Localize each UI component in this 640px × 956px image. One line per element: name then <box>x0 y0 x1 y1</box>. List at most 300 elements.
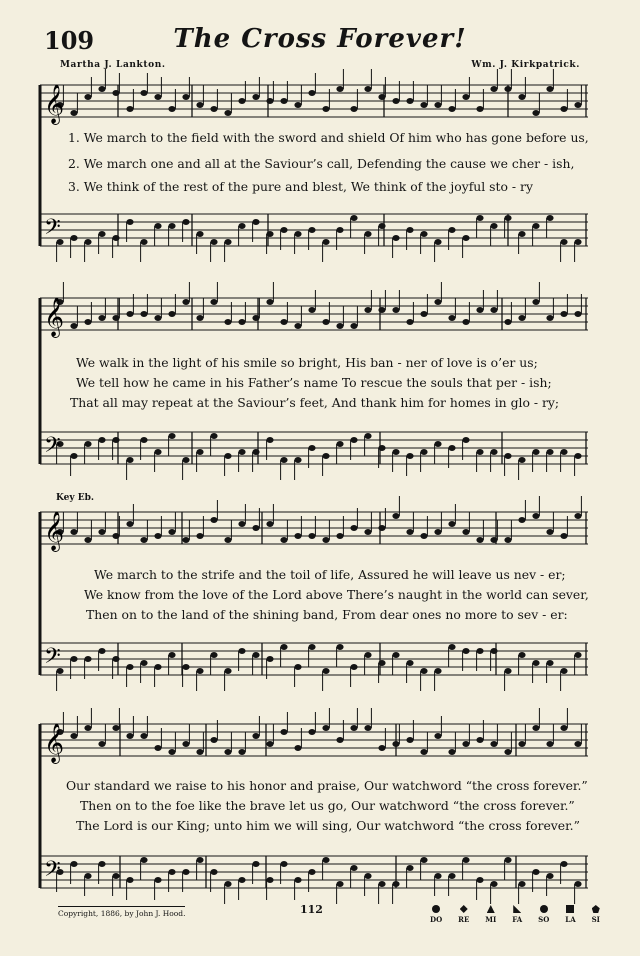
note-head <box>112 315 119 321</box>
note-head <box>168 106 175 112</box>
note-head <box>448 644 455 650</box>
note-head <box>112 437 119 443</box>
note-head <box>98 861 105 867</box>
note-head <box>406 227 413 233</box>
note-head <box>210 517 217 523</box>
bass-clef: 𝄢 <box>44 433 61 463</box>
note-head <box>322 857 329 863</box>
note-head <box>490 86 497 92</box>
note-head <box>364 231 371 237</box>
note-head <box>518 741 525 747</box>
note-head <box>140 239 147 245</box>
note-head <box>84 94 91 100</box>
note-head <box>420 668 427 674</box>
note-head <box>350 106 357 112</box>
note-head <box>126 664 133 670</box>
note-head <box>350 437 357 443</box>
note-head <box>266 299 273 305</box>
note-head <box>210 652 217 658</box>
composer-credit: Wm. J. Kirkpatrick. <box>471 60 580 70</box>
note-head <box>140 733 147 739</box>
note-head <box>112 725 119 731</box>
note-head <box>420 102 427 108</box>
note-head <box>182 299 189 305</box>
note-head <box>532 110 539 116</box>
note-head <box>238 648 245 654</box>
note-head <box>84 441 91 447</box>
note-head <box>532 869 539 875</box>
note-head <box>532 299 539 305</box>
note-head <box>294 323 301 329</box>
note-head <box>434 873 441 879</box>
note-head <box>448 521 455 527</box>
note-head <box>574 311 581 317</box>
note-head <box>350 664 357 670</box>
note-head <box>518 881 525 887</box>
note-head <box>84 319 91 325</box>
note-head <box>168 223 175 229</box>
copyright-notice: Copyright, 1886, by John J. Hood. <box>58 906 185 918</box>
note-head <box>364 725 371 731</box>
note-head <box>406 737 413 743</box>
note-head <box>84 537 91 543</box>
note-head <box>98 86 105 92</box>
note-head <box>350 215 357 221</box>
note-head <box>210 869 217 875</box>
note-head <box>560 861 567 867</box>
note-head <box>308 729 315 735</box>
note-head <box>476 307 483 313</box>
solfege-fa: FA <box>512 905 522 924</box>
note-head <box>154 664 161 670</box>
note-head <box>420 749 427 755</box>
note-head <box>392 98 399 104</box>
note-head <box>462 857 469 863</box>
note-head <box>504 86 511 92</box>
treble-clef: 𝄞 <box>44 511 65 551</box>
note-head <box>448 227 455 233</box>
note-head <box>70 453 77 459</box>
note-head <box>574 513 581 519</box>
note-head <box>308 227 315 233</box>
note-head <box>168 749 175 755</box>
note-head <box>84 873 91 879</box>
note-head <box>154 94 161 100</box>
note-head <box>378 881 385 887</box>
hymn-title: The Cross Forever! <box>173 24 467 54</box>
note-head <box>154 533 161 539</box>
note-head <box>364 307 371 313</box>
note-head <box>420 449 427 455</box>
note-head <box>140 660 147 666</box>
note-head <box>546 315 553 321</box>
note-head <box>308 644 315 650</box>
note-head <box>112 533 119 539</box>
note-head <box>266 98 273 104</box>
note-head <box>210 106 217 112</box>
note-head <box>224 881 231 887</box>
note-head <box>420 231 427 237</box>
note-head <box>392 513 399 519</box>
note-head <box>168 433 175 439</box>
note-head <box>574 741 581 747</box>
note-head <box>98 437 105 443</box>
note-head <box>546 660 553 666</box>
note-head <box>434 529 441 535</box>
note-head <box>350 865 357 871</box>
note-head <box>560 533 567 539</box>
note-head <box>434 102 441 108</box>
note-head <box>182 537 189 543</box>
note-head <box>336 881 343 887</box>
note-head <box>378 745 385 751</box>
note-head <box>126 877 133 883</box>
note-head <box>182 741 189 747</box>
note-head <box>294 664 301 670</box>
note-head <box>364 652 371 658</box>
note-head <box>406 319 413 325</box>
note-head <box>154 877 161 883</box>
footer-page-number: 112 <box>300 903 323 916</box>
lyricist-credit: Martha J. Lankton. <box>60 60 166 70</box>
note-head <box>532 223 539 229</box>
note-head <box>280 861 287 867</box>
note-head <box>182 219 189 225</box>
note-head <box>70 110 77 116</box>
note-head <box>252 733 259 739</box>
note-head <box>504 857 511 863</box>
note-head <box>462 648 469 654</box>
note-head <box>224 453 231 459</box>
note-head <box>392 449 399 455</box>
note-head <box>322 668 329 674</box>
note-head <box>392 652 399 658</box>
note-head <box>532 513 539 519</box>
note-head <box>392 235 399 241</box>
note-head <box>490 223 497 229</box>
note-head <box>546 873 553 879</box>
note-head <box>504 319 511 325</box>
note-head <box>476 106 483 112</box>
note-head <box>154 745 161 751</box>
note-head <box>406 865 413 871</box>
note-head <box>112 656 119 662</box>
solfege-so: SO <box>538 905 549 924</box>
note-head <box>336 441 343 447</box>
note-head <box>84 656 91 662</box>
note-head <box>504 537 511 543</box>
note-head <box>126 219 133 225</box>
note-head <box>504 668 511 674</box>
note-head <box>168 529 175 535</box>
note-head <box>70 733 77 739</box>
note-head <box>532 660 539 666</box>
solfege-re: RE <box>458 905 469 924</box>
note-head <box>308 307 315 313</box>
solfege-mi: MI <box>485 905 496 924</box>
note-head <box>476 537 483 543</box>
note-head <box>462 741 469 747</box>
note-head <box>546 529 553 535</box>
verse-line: We tell how he came in his Father’s name To rescue the souls that per - ish; <box>76 375 552 390</box>
note-head <box>168 311 175 317</box>
note-head <box>378 445 385 451</box>
note-head <box>448 106 455 112</box>
note-head <box>518 94 525 100</box>
note-head <box>406 529 413 535</box>
note-head <box>476 737 483 743</box>
bass-clef: 𝄢 <box>44 857 61 887</box>
note-head <box>294 877 301 883</box>
note-head <box>238 521 245 527</box>
note-head <box>210 433 217 439</box>
note-head <box>364 529 371 535</box>
note-head <box>434 239 441 245</box>
note-head <box>462 319 469 325</box>
note-head <box>210 737 217 743</box>
note-head <box>350 323 357 329</box>
note-head <box>238 223 245 229</box>
note-head <box>392 741 399 747</box>
note-head <box>252 861 259 867</box>
note-head <box>266 231 273 237</box>
note-head <box>364 86 371 92</box>
note-head <box>504 453 511 459</box>
note-head <box>378 525 385 531</box>
verse-line: 3. We think of the rest of the pure and blest, We think of the joyful sto - ry <box>68 179 533 194</box>
note-head <box>112 90 119 96</box>
note-head <box>280 457 287 463</box>
note-head <box>490 881 497 887</box>
note-head <box>280 227 287 233</box>
note-head <box>378 94 385 100</box>
note-head <box>476 449 483 455</box>
note-head <box>574 652 581 658</box>
note-head <box>350 525 357 531</box>
note-head <box>322 106 329 112</box>
note-head <box>224 537 231 543</box>
note-head <box>546 449 553 455</box>
note-head <box>280 319 287 325</box>
note-head <box>266 521 273 527</box>
note-head <box>140 857 147 863</box>
note-head <box>518 652 525 658</box>
note-head <box>434 668 441 674</box>
note-head <box>70 529 77 535</box>
note-head <box>238 319 245 325</box>
note-head <box>308 533 315 539</box>
note-head <box>140 437 147 443</box>
note-head <box>126 311 133 317</box>
note-head <box>224 239 231 245</box>
note-head <box>294 231 301 237</box>
note-head <box>196 533 203 539</box>
note-head <box>518 315 525 321</box>
note-head <box>98 741 105 747</box>
note-head <box>280 729 287 735</box>
note-head <box>574 102 581 108</box>
note-head <box>518 457 525 463</box>
note-head <box>420 533 427 539</box>
note-head <box>546 215 553 221</box>
solfege-si: SI <box>592 905 600 924</box>
note-head <box>504 215 511 221</box>
note-head <box>434 299 441 305</box>
solfege-la: LA <box>565 905 575 924</box>
note-head <box>252 525 259 531</box>
note-head <box>420 311 427 317</box>
note-head <box>294 102 301 108</box>
note-head <box>196 231 203 237</box>
note-head <box>336 227 343 233</box>
note-head <box>252 94 259 100</box>
note-head <box>308 90 315 96</box>
note-head <box>112 235 119 241</box>
note-head <box>560 668 567 674</box>
note-head <box>560 449 567 455</box>
note-head <box>196 315 203 321</box>
note-head <box>266 741 273 747</box>
note-head <box>574 881 581 887</box>
note-head <box>392 881 399 887</box>
note-head <box>378 223 385 229</box>
verse-line: 1. We march to the field with the sword and shield Of him who has gone before us, <box>68 130 589 145</box>
note-head <box>476 648 483 654</box>
note-head <box>462 437 469 443</box>
note-head <box>434 733 441 739</box>
note-head <box>70 656 77 662</box>
note-head <box>182 94 189 100</box>
note-head <box>112 873 119 879</box>
note-head <box>448 749 455 755</box>
note-head <box>70 323 77 329</box>
note-head <box>224 319 231 325</box>
verse-line: We know from the love of the Lord above There’s naught in the world can sever, <box>84 587 589 602</box>
note-head <box>252 449 259 455</box>
note-head <box>98 529 105 535</box>
note-head <box>490 307 497 313</box>
note-head <box>322 239 329 245</box>
note-head <box>168 652 175 658</box>
note-head <box>266 877 273 883</box>
note-head <box>322 725 329 731</box>
note-head <box>280 644 287 650</box>
note-head <box>266 656 273 662</box>
note-head <box>238 449 245 455</box>
note-head <box>182 869 189 875</box>
note-head <box>490 741 497 747</box>
note-head <box>280 98 287 104</box>
note-head <box>490 449 497 455</box>
note-head <box>336 644 343 650</box>
note-head <box>434 441 441 447</box>
note-head <box>560 311 567 317</box>
note-head <box>210 239 217 245</box>
note-head <box>224 668 231 674</box>
note-head <box>448 445 455 451</box>
note-head <box>252 219 259 225</box>
note-head <box>84 239 91 245</box>
verse-line: Then on to the foe like the brave let us go, Our watchword “the cross forever.” <box>80 798 575 813</box>
solfege-legend <box>430 905 600 924</box>
note-head <box>406 98 413 104</box>
note-head <box>364 433 371 439</box>
note-head <box>322 319 329 325</box>
note-head <box>98 231 105 237</box>
note-head <box>308 869 315 875</box>
note-head <box>252 652 259 658</box>
note-head <box>546 86 553 92</box>
note-head <box>308 445 315 451</box>
note-head <box>280 537 287 543</box>
note-head <box>574 239 581 245</box>
note-head <box>462 235 469 241</box>
note-head <box>196 449 203 455</box>
note-head <box>196 857 203 863</box>
note-head <box>294 745 301 751</box>
note-head <box>294 533 301 539</box>
bass-clef: 𝄢 <box>44 644 61 674</box>
note-head <box>560 106 567 112</box>
note-head <box>490 648 497 654</box>
note-head <box>140 537 147 543</box>
note-head <box>420 857 427 863</box>
note-head <box>462 94 469 100</box>
note-head <box>546 741 553 747</box>
note-head <box>378 660 385 666</box>
note-head <box>364 873 371 879</box>
note-head <box>294 457 301 463</box>
note-head <box>336 86 343 92</box>
note-head <box>532 725 539 731</box>
note-head <box>126 521 133 527</box>
note-head <box>126 457 133 463</box>
note-head <box>462 529 469 535</box>
page-number: 109 <box>44 26 95 55</box>
note-head <box>182 457 189 463</box>
verse-line: 2. We march one and all at the Saviour’s call, Defending the cause we cher - ish, <box>68 156 575 171</box>
note-head <box>182 664 189 670</box>
note-head <box>336 533 343 539</box>
note-head <box>238 749 245 755</box>
note-head <box>154 449 161 455</box>
note-head <box>154 223 161 229</box>
note-head <box>70 235 77 241</box>
note-head <box>196 668 203 674</box>
note-head <box>406 660 413 666</box>
note-head <box>140 90 147 96</box>
note-head <box>378 307 385 313</box>
note-head <box>252 315 259 321</box>
note-head <box>224 749 231 755</box>
note-head <box>350 725 357 731</box>
note-head <box>448 873 455 879</box>
note-head <box>238 98 245 104</box>
note-head <box>196 749 203 755</box>
note-head <box>224 110 231 116</box>
note-head <box>476 215 483 221</box>
note-head <box>406 453 413 459</box>
note-head <box>70 861 77 867</box>
note-head <box>126 733 133 739</box>
treble-clef: 𝄞 <box>44 84 65 124</box>
treble-clef: 𝄞 <box>44 723 65 763</box>
note-head <box>336 323 343 329</box>
note-head <box>196 102 203 108</box>
bass-clef: 𝄢 <box>44 215 61 245</box>
verse-line: Our standard we raise to his honor and praise, Our watchword “the cross forever.” <box>66 778 588 793</box>
treble-clef: 𝄞 <box>44 297 65 337</box>
